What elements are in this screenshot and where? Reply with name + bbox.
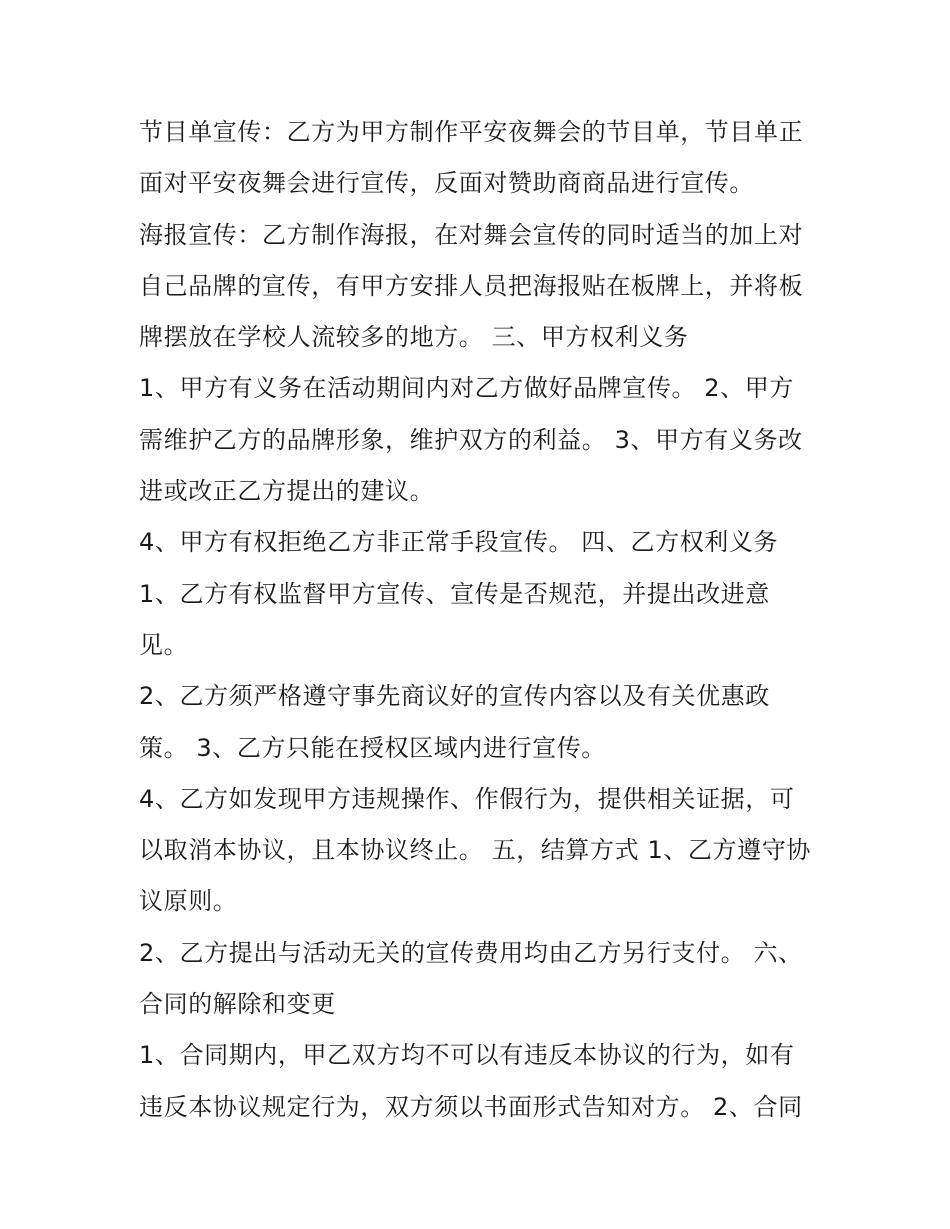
text-line: 节目单宣传：乙方为甲方制作平安夜舞会的节目单，节目单正	[139, 118, 804, 146]
text-line: 2、乙方提出与活动无关的宣传费用均由乙方另行支付。 六、	[139, 938, 803, 967]
text-line: 面对平安夜舞会进行宣传，反面对赞助商商品进行宣传。	[139, 169, 754, 198]
text-line: 海报宣传：乙方制作海报，在对舞会宣传的同时适当的加上对	[139, 220, 804, 249]
text-line: 以取消本协议，且本协议终止。 五，结算方式 1、乙方遵守协	[139, 836, 811, 865]
text-line: 违反本协议规定行为，双方须以书面形式告知对方。 2、合同	[139, 1092, 803, 1121]
text-line: 4、乙方如发现甲方违规操作、作假行为，提供相关证据，可	[139, 784, 795, 813]
text-line: 牌摆放在学校人流较多的地方。 三、甲方权利义务	[139, 323, 689, 352]
text-line: 进或改正乙方提出的建议。	[139, 477, 435, 506]
text-line: 1、甲方有义务在活动期间内对乙方做好品牌宣传。 2、甲方	[139, 374, 794, 403]
text-line: 1、乙方有权监督甲方宣传、宣传是否规范，并提出改进意	[139, 579, 770, 608]
text-line: 策。 3、乙方只能在授权区域内进行宣传。	[139, 733, 606, 762]
text-line: 1、合同期内，甲乙双方均不可以有违反本协议的行为，如有	[139, 1041, 795, 1070]
text-line: 4、甲方有权拒绝乙方非正常手段宣传。 四、乙方权利义务	[139, 528, 779, 557]
text-line: 自己品牌的宣传，有甲方安排人员把海报贴在板牌上，并将板	[139, 271, 804, 300]
text-line: 合同的解除和变更	[139, 990, 336, 1019]
document-body	[139, 107, 829, 1133]
text-line: 需维护乙方的品牌形象，维护双方的利益。 3、甲方有义务改	[139, 425, 803, 454]
text-line: 见。	[139, 630, 189, 659]
text-line: 2、乙方须严格遵守事先商议好的宣传内容以及有关优惠政	[139, 682, 770, 711]
text-line: 议原则。	[139, 887, 238, 916]
